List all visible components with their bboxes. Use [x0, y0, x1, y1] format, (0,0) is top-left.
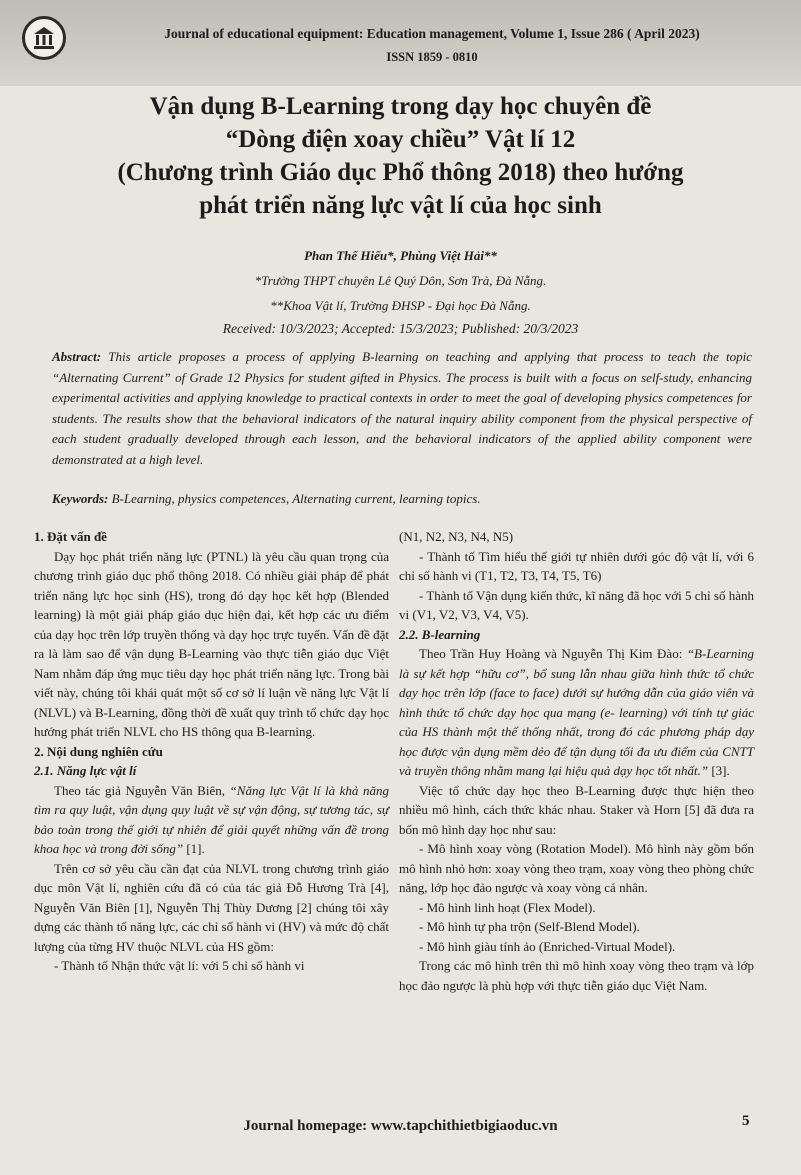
paragraph: - Thành tố Tìm hiểu thế giới tự nhiên dưới góc độ vật lí, với 6 chỉ số hành vi (T1, T2, T3, T4, T5, T6) — [399, 548, 754, 583]
paragraph: - Thành tố Vận dụng kiến thức, kĩ năng đã học với 5 chỉ số hành vi (V1, V2, V3, V4, V5). — [399, 587, 754, 622]
paragraph: - Thành tố Nhận thức vật lí: với 5 chỉ số hành vi — [54, 958, 305, 973]
authors: Phan Thế Hiếu*, Phùng Việt Hải** — [304, 248, 497, 263]
keywords-label: Keywords: — [52, 491, 109, 506]
abstract — [52, 347, 752, 470]
title-line: phát triển năng lực vật lí của học sinh — [199, 192, 602, 219]
keywords-text: B-Learning, physics competences, Alternating current, learning topics. — [108, 491, 481, 506]
abstract-label: Abstract: — [52, 349, 102, 364]
citation: [1]. — [183, 841, 205, 856]
section-heading: 1. Đặt vấn đề — [34, 529, 107, 544]
paragraph: - Mô hình xoay vòng (Rotation Model). Mô hình này gồm bốn mô hình nhỏ hơn: xoay vòng theo trạm, xoay vòng theo phòng chức năng, lớp học đảo ngược và xoay vòng cá nhân. — [399, 841, 754, 895]
left-column — [34, 527, 389, 976]
paragraph: Việc tổ chức dạy học theo B-Learning được thực hiện theo nhiều mô hình, cách thức khác nhau. Staker và Horn [5] đã đưa ra bốn mô hình dạy học như sau: — [399, 782, 754, 837]
publication-dates: Received: 10/3/2023; Accepted: 15/3/2023; Published: 20/3/2023 — [222, 321, 579, 336]
title-line: Vận dụng B-Learning trong dạy học chuyên đề — [149, 93, 652, 120]
paragraph: Dạy học phát triển năng lực (PTNL) là yêu cầu quan trọng của chương trình giáo dục phổ thông 2018. Có nhiều giải pháp để phát triển năng lực học sinh (HS), trong đó dạy học kết hợp (Blended learning) là một giải pháp giáo dục hiện đại, kết hợp các ưu điểm của dạy học trên lớp truyền thống và dạy học trực tuyến. Vấn đề đặt ra là làm sao để vận dụng B-Learning vào thực tiễn giáo dục Việt Nam nhằm đáp ứng mục tiêu dạy học phát triển năng lực. Trong bài viết này, chúng tôi khái quát một số cơ sở lí luận về năng lực Vật lí (NLVL) và B-Learning, đồng thời đề xuất quy trình tổ chức dạy học hướng phát triển NLVL cho HS thông qua B-learning. — [34, 548, 389, 739]
logo-emblem — [30, 24, 58, 52]
paragraph: - Mô hình tự pha trộn (Self-Blend Model). — [419, 919, 640, 934]
quote: “B-Learning là sự kết hợp “hữu cơ”, bổ sung lẫn nhau giữa hình thức tổ chức dạy học trên lớp (face to face) dưới sự hướng dẫn của giáo viên và hình thức tổ chức dạy học qua mạng (e- learning) với tính tự giác của HS thành một thể thống nhất, trong đó các phương pháp dạy học được vận dụng mềm dẻo để tận dụng tối đa ưu điểm của CNTT và truyền thông nhằm mang lại hiệu quả dạy học tốt nhất.” — [399, 646, 754, 778]
journal-header — [0, 0, 801, 86]
section-heading: 2. Nội dung nghiên cứu — [34, 743, 163, 759]
text-run: Theo tác giả Nguyễn Văn Biên, — [54, 782, 230, 798]
journal-name: Journal of educational equipment: Education management, Volume 1, Issue 286 ( April 2023) — [164, 26, 700, 41]
paragraph: - Mô hình giàu tính ảo (Enriched-Virtual Model). — [419, 938, 676, 954]
abstract-text: This article proposes a process of applying B-learning on teaching and applying that process to teach the topic “Alternating Current” of Grade 12 Physics for student gifted in Physics. The process is built with a focus on self-study, enhancing experimental activities and applying knowledge to practical contexts in order to meet the goal of developing physics competences for students. The results show that the behavioral indicators of the natural inquiry ability component from the physical perspective of each student gradually developed through each lesson, and the behavioral indicators of the applied ability component were demonstrated at a high level. — [52, 349, 752, 467]
paragraph — [34, 781, 389, 859]
header-band — [0, 0, 801, 86]
text-run: Theo Trần Huy Hoàng và Nguyễn Thị Kim Đào: — [419, 646, 687, 661]
affiliation-2: **Khoa Vật lí, Trường ĐHSP - Đại học Đà Nẵng. — [270, 298, 531, 313]
right-column — [399, 527, 754, 995]
paragraph: Trên cơ sở yêu cầu cần đạt của NLVL trong chương trình giáo dục môn Vật lí, nghiên cứu đã có của tác giả Đỗ Hương Trà [4], Nguyễn Văn Biên [1], Nguyễn Thị Thùy Dương [2] chúng tôi xây dựng các thành tố năng lực, các chỉ số hành vi (HV) và mức độ chất lượng của từng HV thuộc NLVL của HS gồm: — [34, 860, 389, 954]
article-title — [40, 90, 761, 222]
title-line: “Dòng điện xoay chiều” Vật lí 12 — [225, 126, 576, 153]
journal-logo-icon — [22, 16, 66, 60]
paragraph: (N1, N2, N3, N4, N5) — [399, 529, 514, 544]
paragraph: - Mô hình linh hoạt (Flex Model). — [419, 899, 596, 915]
subsection-heading: 2.2. B-learning — [399, 626, 481, 642]
journal-homepage: Journal homepage: www.tapchithietbigiaoduc.vn — [243, 1118, 558, 1134]
paragraph — [399, 644, 754, 781]
subsection-heading: 2.1. Năng lực vật lí — [34, 763, 137, 778]
paragraph: Trong các mô hình trên thì mô hình xoay vòng theo trạm và lớp học đảo ngược là phù hợp với thực tiễn giáo dục Việt Nam. — [399, 958, 754, 993]
journal-issn: ISSN 1859 - 0810 — [386, 50, 478, 64]
title-line: (Chương trình Giáo dục Phổ thông 2018) theo hướng — [117, 159, 684, 186]
citation: [3]. — [708, 763, 730, 778]
keywords — [52, 491, 752, 507]
page-number: 5 — [742, 1113, 750, 1129]
quote: “Năng lực Vật lí là khả năng tìm ra quy luật, vận dụng quy luật về sự vận động, sự tương tác, sự bảo toàn trong thế giới tự nhiên để giải quyết những vấn đề trong khoa học và trong đời sống” — [34, 782, 389, 856]
affiliation-1: *Trường THPT chuyên Lê Quý Dôn, Sơn Trà, Đà Nẵng. — [254, 273, 547, 288]
